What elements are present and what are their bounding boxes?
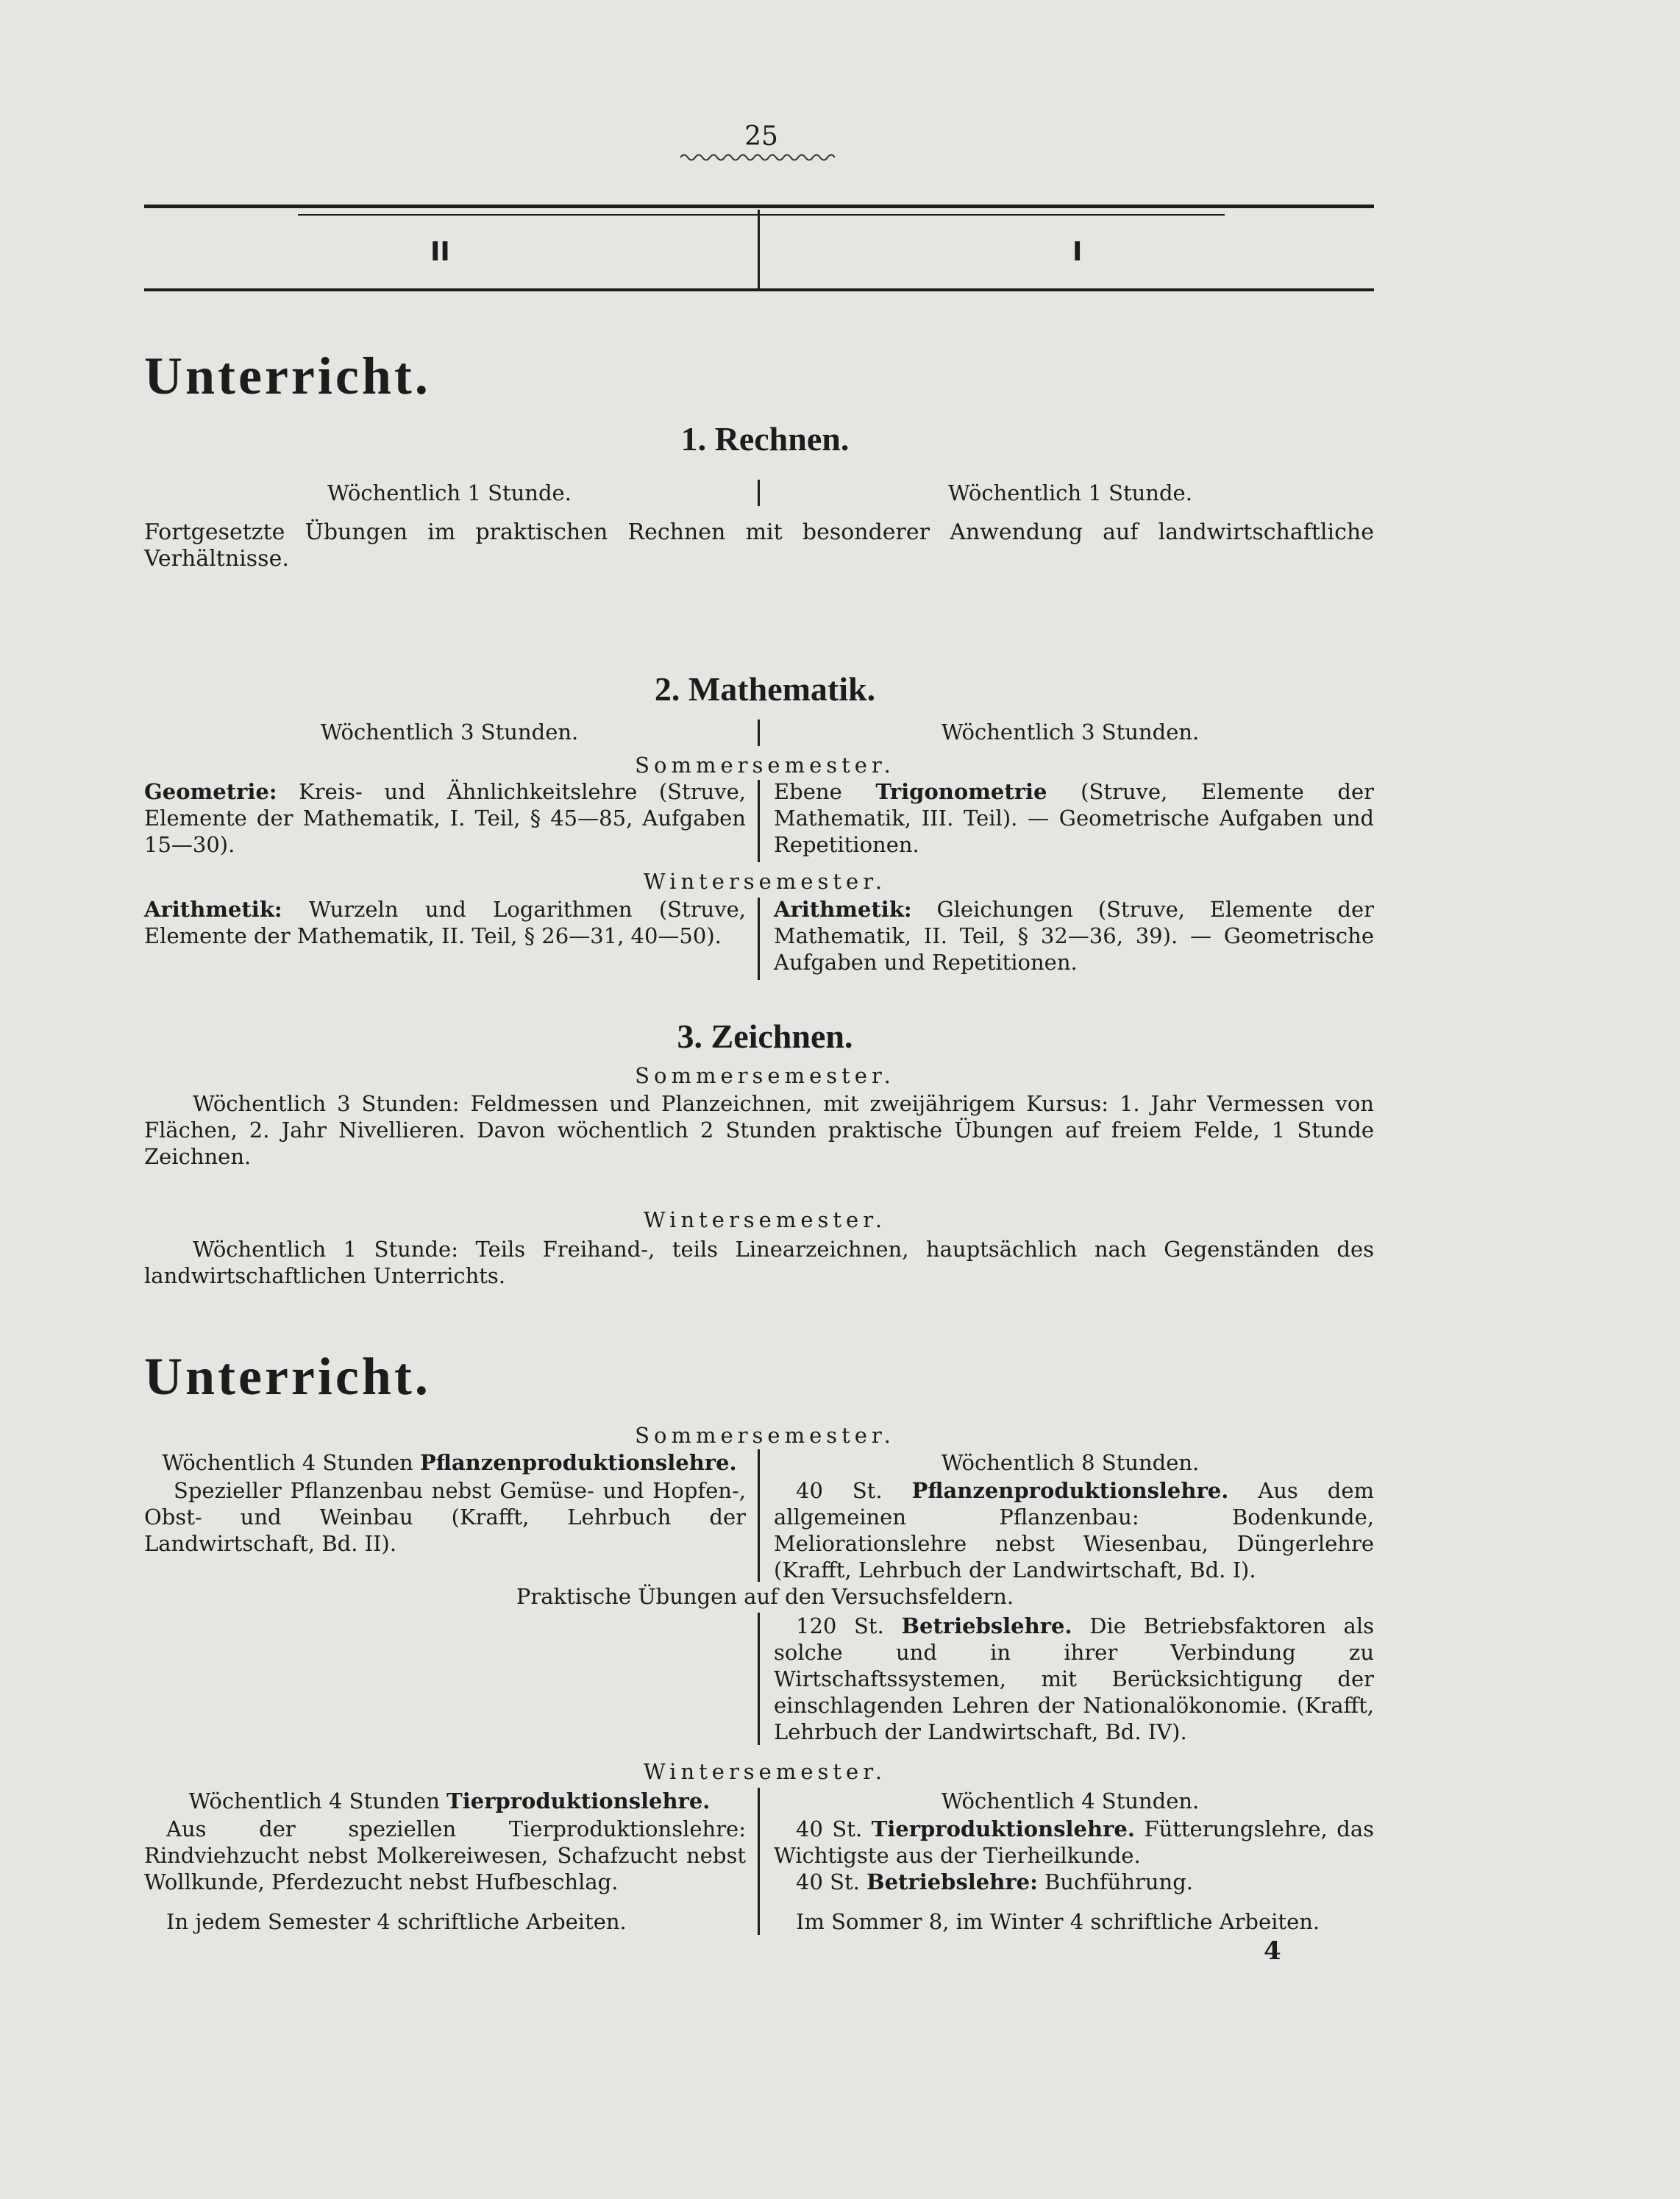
unterricht2-winter-label: Wintersemester. [643, 1759, 887, 1784]
praktische-uebungen: Praktische Übungen auf den Versuchsfeldern. [516, 1584, 1014, 1609]
column-head-left: II [430, 237, 450, 267]
right-sommer-p2-pre: 120 St. [796, 1613, 902, 1638]
mathematik-right-winter [774, 896, 1374, 976]
unterricht2-column-divider-sommer [758, 1449, 760, 1582]
unterricht2-left-sommer-text: Spezieller Pflanzenbau nebst Gemüse- und Hopfen-, Obst- und Weinbau (Krafft, Lehrbuch der Landwirtschaft, Bd. II). [144, 1478, 746, 1556]
rechnen-text: Fortgesetzte Übungen im praktischen Rechnen mit besonderer Anwendung auf landwirtschaftliche Verhältnisse. [144, 519, 1374, 572]
zeichnen-winter-label: Wintersemester. [643, 1207, 887, 1232]
geometrie-text: Kreis- und Ähnlichkeitslehre (Struve, Elemente der Mathematik, I. Teil, § 45—85, Aufgaben 15—30). [144, 779, 746, 857]
right-winter-p2-bold: Betriebslehre: [866, 1869, 1038, 1894]
unterricht-title-2: Unterricht. [144, 1347, 431, 1406]
header-column-divider [758, 210, 760, 289]
unterricht2-right-sommer-p2 [774, 1613, 1374, 1745]
unterricht2-column-divider-betrieb [758, 1613, 760, 1745]
unterricht-title: Unterricht. [144, 347, 431, 405]
unterricht2-right-winter-head: Wöchentlich 4 Stunden. [941, 1788, 1200, 1813]
mathematik-column-divider-winter [758, 898, 760, 980]
zeichnen-winter-text: Wöchentlich 1 Stunde: Teils Freihand-, teils Linearzeichnen, hauptsächlich nach Gegenständen des landwirtschaftlichen Unterrichts. [144, 1237, 1374, 1288]
right-sommer-p2-bold: Betriebslehre. [901, 1613, 1072, 1638]
unterricht2-right-sommer-head: Wöchentlich 8 Stunden. [941, 1450, 1200, 1475]
mathematik-column-divider-sommer [758, 780, 760, 862]
rechnen-column-divider [758, 480, 760, 506]
ornament-squiggle [680, 151, 835, 164]
mathematik-left-hours: Wöchentlich 3 Stunden. [320, 720, 579, 745]
geometrie-label: Geometrie: [144, 779, 277, 804]
unterricht2-sommer-label: Sommersemester. [635, 1423, 895, 1448]
mathematik-column-divider-top [758, 720, 760, 746]
arithmetik-right-label: Arithmetik: [774, 897, 912, 922]
mathematik-winter-label: Wintersemester. [643, 869, 887, 894]
mathematik-right-sommer [774, 778, 1374, 858]
unterricht2-left-winter-note: In jedem Semester 4 schriftliche Arbeiten. [166, 1909, 627, 1934]
left-sommer-head-bold: Pflanzenproduktionslehre. [419, 1450, 737, 1475]
unterricht2-right-winter-p2 [796, 1869, 1374, 1895]
unterricht2-right-sommer-p1 [774, 1477, 1374, 1583]
right-sommer-p1-text: Aus dem allgemeinen Pflanzenbau: Bodenkunde, Meliorationslehre nebst Wiesenbau, Düngerlehre (Krafft, Lehrbuch der Landwirtschaft, Bd. I). [774, 1478, 1374, 1582]
arithmetik-right-text: Gleichungen (Struve, Elemente der Mathematik, II. Teil, § 32—36, 39). — Geometrische Aufgaben und Repetitionen. [774, 897, 1374, 975]
zeichnen-sommer-label: Sommersemester. [635, 1063, 895, 1088]
left-sommer-head-pre: Wöchentlich 4 Stunden [162, 1450, 420, 1475]
zeichnen-heading: 3. Zeichnen. [677, 1017, 853, 1055]
right-winter-p2-text: Buchführung. [1037, 1869, 1193, 1894]
mathematik-sommer-label: Sommersemester. [635, 753, 895, 778]
column-head-right: I [1072, 237, 1083, 267]
left-winter-head-bold: Tierproduktionslehre. [446, 1788, 711, 1813]
trigonometrie-prefix: Ebene [774, 779, 876, 804]
unterricht2-right-winter-p1 [774, 1816, 1374, 1869]
left-winter-head-pre: Wöchentlich 4 Stunden [188, 1788, 447, 1813]
trigonometrie-text: (Struve, Elemente der Mathematik, III. Teil). — Geometrische Aufgaben und Repetitionen. [774, 779, 1374, 857]
mathematik-left-winter [144, 896, 746, 949]
zeichnen-sommer-text: Wöchentlich 3 Stunden: Feldmessen und Planzeichnen, mit zweijährigem Kursus: 1. Jahr Vermessen von Flächen, 2. Jahr Nivellieren. Davon wöchentlich 2 Stunden praktische Übungen auf freiem Felde, 1 Stunde Zeichnen. [144, 1091, 1374, 1169]
page-number: 25 [744, 121, 778, 152]
right-sommer-p2-text: Die Betriebsfaktoren als solche und in ihrer Verbindung zu Wirtschaftssystemen, mit Berücksichtigung der einschlagenden Lehren der Nationalökonomie. (Krafft, Lehrbuch der Landwirtschaft, Bd. IV). [774, 1613, 1374, 1744]
right-sommer-p1-pre: 40 St. [796, 1478, 912, 1503]
mathematik-left-sommer [144, 778, 746, 858]
right-winter-p2-pre: 40 St. [796, 1869, 867, 1894]
trigonometrie-label: Trigonometrie [875, 779, 1047, 804]
right-winter-p1-pre: 40 St. [796, 1816, 872, 1841]
unterricht2-column-divider-winter [758, 1788, 760, 1935]
header-rule-top [144, 205, 1374, 208]
arithmetik-left-label: Arithmetik: [144, 897, 282, 922]
unterricht2-right-winter-note: Im Sommer 8, im Winter 4 schriftliche Arbeiten. [796, 1909, 1320, 1934]
right-sommer-p1-bold: Pflanzenproduktionslehre. [911, 1478, 1229, 1503]
rechnen-heading: 1. Rechnen. [680, 420, 850, 458]
right-winter-p1-text: Fütterungslehre, das Wichtigste aus der Tierheilkunde. [774, 1816, 1374, 1868]
header-rule-top-thin [298, 214, 1225, 216]
mathematik-heading: 2. Mathematik. [654, 670, 876, 708]
unterricht2-left-winter-text: Aus der speziellen Tierproduktionslehre: Rindviehzucht nebst Molkereiwesen, Schafzucht nebst Wollkunde, Pferdezucht nebst Hufbeschlag. [144, 1816, 746, 1894]
mathematik-right-hours: Wöchentlich 3 Stunden. [941, 720, 1200, 745]
rechnen-right-hours: Wöchentlich 1 Stunde. [948, 480, 1192, 505]
right-winter-p1-bold: Tierproduktionslehre. [871, 1816, 1135, 1841]
signature-mark: 4 [1264, 1936, 1281, 1966]
rechnen-left-hours: Wöchentlich 1 Stunde. [327, 480, 572, 505]
arithmetik-left-text: Wurzeln und Logarithmen (Struve, Elemente der Mathematik, II. Teil, § 26—31, 40—50). [144, 897, 746, 948]
unterricht2-left-sommer-head [144, 1449, 755, 1476]
unterricht2-left-winter-head [144, 1788, 755, 1814]
